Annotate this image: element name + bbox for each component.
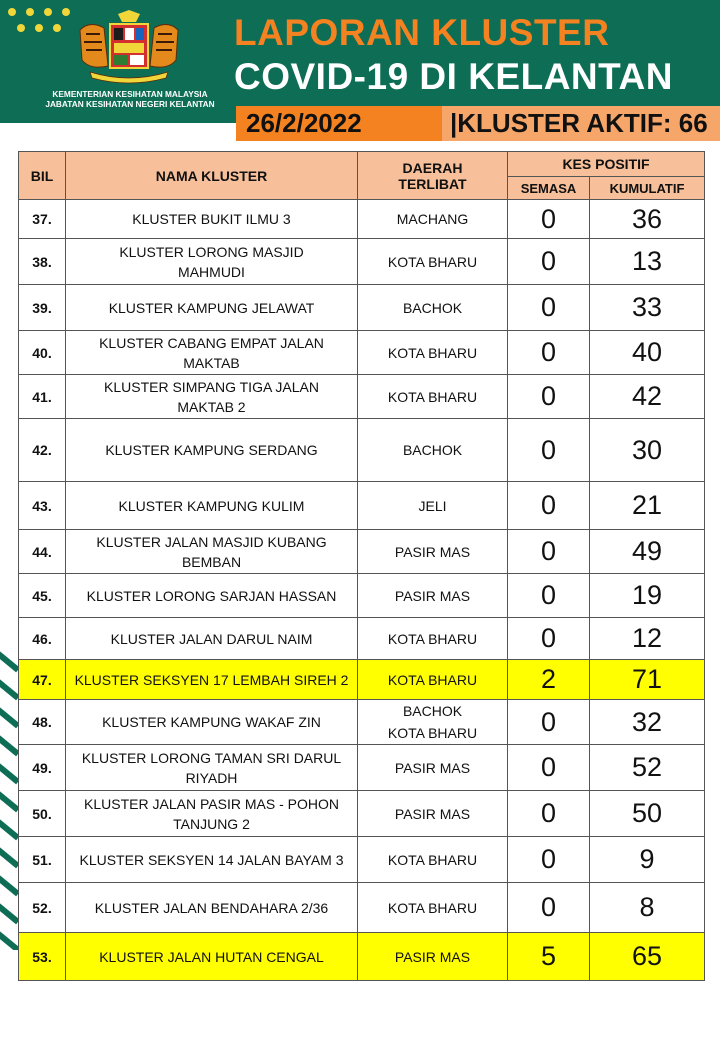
cell-nama bbox=[66, 745, 358, 791]
nama-line: KLUSTER JALAN HUTAN CENGAL bbox=[99, 948, 324, 965]
cell-semasa: 0 bbox=[508, 700, 590, 745]
cell-nama bbox=[66, 883, 358, 933]
cell-daerah bbox=[358, 837, 508, 883]
cell-nama bbox=[66, 285, 358, 331]
header-daerah bbox=[358, 152, 508, 200]
cell-daerah bbox=[358, 933, 508, 981]
daerah-line: BACHOK bbox=[402, 703, 463, 719]
cell-semasa: 0 bbox=[508, 791, 590, 837]
report-title-line-2: COVID-19 DI KELANTAN bbox=[234, 56, 673, 97]
daerah-line: KOTA BHARU bbox=[387, 344, 478, 361]
cell-nama bbox=[66, 530, 358, 574]
header-kes-positif: KES POSITIF bbox=[508, 152, 705, 177]
cell-bil: 40. bbox=[19, 331, 66, 375]
table-row bbox=[19, 933, 705, 981]
cell-kumulatif: 21 bbox=[590, 482, 705, 530]
daerah-line: PASIR MAS bbox=[394, 759, 471, 776]
daerah-line: JELI bbox=[418, 497, 447, 514]
cell-kumulatif: 49 bbox=[590, 530, 705, 574]
nama-line: KLUSTER KAMPUNG SERDANG bbox=[105, 442, 318, 458]
table-row bbox=[19, 331, 705, 375]
cell-semasa: 0 bbox=[508, 574, 590, 618]
cell-semasa: 0 bbox=[508, 375, 590, 419]
cell-semasa: 0 bbox=[508, 419, 590, 482]
cell-nama bbox=[66, 419, 358, 482]
ministry-line-1: KEMENTERIAN KESIHATAN MALAYSIA bbox=[52, 89, 208, 99]
nama-line: KLUSTER LORONG MASJID bbox=[119, 243, 304, 260]
nama-line: TANJUNG 2 bbox=[173, 815, 250, 832]
cluster-table bbox=[18, 151, 705, 981]
nama-line: KLUSTER SEKSYEN 17 LEMBAH SIREH 2 bbox=[74, 671, 349, 688]
header-daerah-line-1: DAERAH bbox=[402, 159, 463, 176]
table-row bbox=[19, 375, 705, 419]
nama-line: KLUSTER CABANG EMPAT JALAN bbox=[99, 334, 324, 351]
header-nama-kluster: NAMA KLUSTER bbox=[66, 152, 358, 200]
nama-line: MAKTAB 2 bbox=[177, 398, 246, 415]
table-row bbox=[19, 745, 705, 791]
cell-bil: 45. bbox=[19, 574, 66, 618]
cell-kumulatif: 42 bbox=[590, 375, 705, 419]
cell-semasa: 0 bbox=[508, 331, 590, 375]
daerah-line: KOTA BHARU bbox=[387, 388, 478, 405]
coat-of-arms-icon bbox=[70, 10, 188, 88]
daerah-line: KOTA BHARU bbox=[387, 725, 478, 741]
header-daerah-line-2: TERLIBAT bbox=[398, 175, 467, 192]
cell-bil: 50. bbox=[19, 791, 66, 837]
cell-daerah bbox=[358, 200, 508, 239]
cell-nama bbox=[66, 660, 358, 700]
cell-nama bbox=[66, 239, 358, 285]
nama-line: KLUSTER JALAN MASJID KUBANG bbox=[96, 533, 327, 550]
decorative-stripes bbox=[0, 650, 18, 950]
nama-line: KLUSTER LORONG SARJAN HASSAN bbox=[86, 587, 337, 604]
table-row bbox=[19, 419, 705, 482]
cell-semasa: 0 bbox=[508, 530, 590, 574]
table-row bbox=[19, 482, 705, 530]
cell-kumulatif: 65 bbox=[590, 933, 705, 981]
daerah-line: KOTA BHARU bbox=[387, 851, 478, 868]
cell-daerah bbox=[358, 700, 508, 745]
cell-daerah bbox=[358, 482, 508, 530]
cell-semasa: 0 bbox=[508, 200, 590, 239]
cell-nama bbox=[66, 375, 358, 419]
daerah-line: PASIR MAS bbox=[394, 543, 471, 560]
cell-nama bbox=[66, 933, 358, 981]
cell-semasa: 2 bbox=[508, 660, 590, 700]
table-row bbox=[19, 837, 705, 883]
cell-bil: 46. bbox=[19, 618, 66, 660]
cell-kumulatif: 33 bbox=[590, 285, 705, 331]
ministry-line-2: JABATAN KESIHATAN NEGERI KELANTAN bbox=[45, 99, 215, 109]
daerah-line: PASIR MAS bbox=[394, 948, 471, 965]
cell-daerah bbox=[358, 331, 508, 375]
cell-kumulatif: 19 bbox=[590, 574, 705, 618]
cell-daerah bbox=[358, 419, 508, 482]
cell-bil: 53. bbox=[19, 933, 66, 981]
table-body bbox=[19, 200, 705, 981]
cell-semasa: 0 bbox=[508, 618, 590, 660]
cell-semasa: 0 bbox=[508, 745, 590, 791]
cell-nama bbox=[66, 574, 358, 618]
report-date: 26/2/2022 bbox=[246, 108, 362, 138]
nama-line: KLUSTER BUKIT ILMU 3 bbox=[132, 211, 291, 227]
table-row bbox=[19, 530, 705, 574]
cell-bil: 39. bbox=[19, 285, 66, 331]
table-row bbox=[19, 883, 705, 933]
table-row bbox=[19, 285, 705, 331]
cell-nama bbox=[66, 482, 358, 530]
ministry-name bbox=[40, 89, 220, 109]
cell-kumulatif: 36 bbox=[590, 200, 705, 239]
cell-semasa: 0 bbox=[508, 482, 590, 530]
cell-kumulatif: 52 bbox=[590, 745, 705, 791]
cell-nama bbox=[66, 700, 358, 745]
cell-bil: 51. bbox=[19, 837, 66, 883]
cell-bil: 47. bbox=[19, 660, 66, 700]
cell-semasa: 0 bbox=[508, 239, 590, 285]
cell-kumulatif: 40 bbox=[590, 331, 705, 375]
cell-semasa: 5 bbox=[508, 933, 590, 981]
cell-kumulatif: 71 bbox=[590, 660, 705, 700]
cell-kumulatif: 8 bbox=[590, 883, 705, 933]
table-row bbox=[19, 700, 705, 745]
cell-daerah bbox=[358, 375, 508, 419]
table-row bbox=[19, 618, 705, 660]
cell-daerah bbox=[358, 285, 508, 331]
nama-line: KLUSTER JALAN DARUL NAIM bbox=[110, 630, 313, 647]
daerah-line: PASIR MAS bbox=[394, 587, 471, 604]
nama-line: KLUSTER KAMPUNG JELAWAT bbox=[108, 299, 315, 316]
cell-bil: 48. bbox=[19, 700, 66, 745]
nama-line: KLUSTER KAMPUNG KULIM bbox=[118, 497, 305, 514]
cell-daerah bbox=[358, 618, 508, 660]
nama-line: KLUSTER JALAN BENDAHARA 2/36 bbox=[94, 899, 329, 916]
table-row bbox=[19, 574, 705, 618]
nama-line: KLUSTER SEKSYEN 14 JALAN BAYAM 3 bbox=[79, 851, 344, 868]
cell-kumulatif: 12 bbox=[590, 618, 705, 660]
header-kumulatif: KUMULATIF bbox=[590, 177, 705, 200]
nama-line: MAKTAB bbox=[183, 354, 240, 371]
cell-nama bbox=[66, 837, 358, 883]
cell-bil: 49. bbox=[19, 745, 66, 791]
cell-bil: 43. bbox=[19, 482, 66, 530]
table-row bbox=[19, 791, 705, 837]
cell-daerah bbox=[358, 574, 508, 618]
report-title-line-1: LAPORAN KLUSTER bbox=[234, 12, 610, 53]
cell-kumulatif: 50 bbox=[590, 791, 705, 837]
cell-bil: 44. bbox=[19, 530, 66, 574]
cell-daerah bbox=[358, 745, 508, 791]
cell-kumulatif: 13 bbox=[590, 239, 705, 285]
cell-bil: 41. bbox=[19, 375, 66, 419]
cell-semasa: 0 bbox=[508, 285, 590, 331]
cell-nama bbox=[66, 618, 358, 660]
daerah-line: BACHOK bbox=[402, 442, 463, 458]
cell-semasa: 0 bbox=[508, 883, 590, 933]
table-row bbox=[19, 200, 705, 239]
active-cluster-count: |KLUSTER AKTIF: 66 bbox=[450, 108, 708, 138]
nama-line: KLUSTER KAMPUNG WAKAF ZIN bbox=[102, 714, 321, 730]
cell-daerah bbox=[358, 791, 508, 837]
nama-line: BEMBAN bbox=[181, 553, 242, 570]
cell-daerah bbox=[358, 883, 508, 933]
cell-bil: 38. bbox=[19, 239, 66, 285]
nama-line: MAHMUDI bbox=[178, 263, 245, 280]
cell-nama bbox=[66, 331, 358, 375]
daerah-line: KOTA BHARU bbox=[387, 253, 478, 270]
table-row bbox=[19, 660, 705, 700]
cell-daerah bbox=[358, 660, 508, 700]
daerah-line: KOTA BHARU bbox=[387, 899, 478, 916]
header-banner bbox=[0, 0, 720, 123]
nama-line: KLUSTER SIMPANG TIGA JALAN bbox=[104, 378, 319, 395]
cell-kumulatif: 32 bbox=[590, 700, 705, 745]
daerah-line: KOTA BHARU bbox=[387, 671, 478, 688]
cell-kumulatif: 30 bbox=[590, 419, 705, 482]
daerah-line: BACHOK bbox=[402, 299, 463, 316]
daerah-line: MACHANG bbox=[396, 211, 469, 227]
daerah-line: KOTA BHARU bbox=[387, 630, 478, 647]
table-row bbox=[19, 239, 705, 285]
cell-daerah bbox=[358, 239, 508, 285]
header-semasa: SEMASA bbox=[508, 177, 590, 200]
cell-nama bbox=[66, 791, 358, 837]
cell-nama bbox=[66, 200, 358, 239]
cell-semasa: 0 bbox=[508, 837, 590, 883]
nama-line: KLUSTER LORONG TAMAN SRI DARUL bbox=[81, 749, 342, 766]
nama-line: RIYADH bbox=[185, 769, 238, 786]
nama-line: KLUSTER JALAN PASIR MAS - POHON bbox=[84, 795, 339, 812]
cell-daerah bbox=[358, 530, 508, 574]
header-bil: BIL bbox=[19, 152, 66, 200]
cell-kumulatif: 9 bbox=[590, 837, 705, 883]
cell-bil: 37. bbox=[19, 200, 66, 239]
cell-bil: 52. bbox=[19, 883, 66, 933]
cell-bil: 42. bbox=[19, 419, 66, 482]
daerah-line: PASIR MAS bbox=[394, 805, 471, 822]
